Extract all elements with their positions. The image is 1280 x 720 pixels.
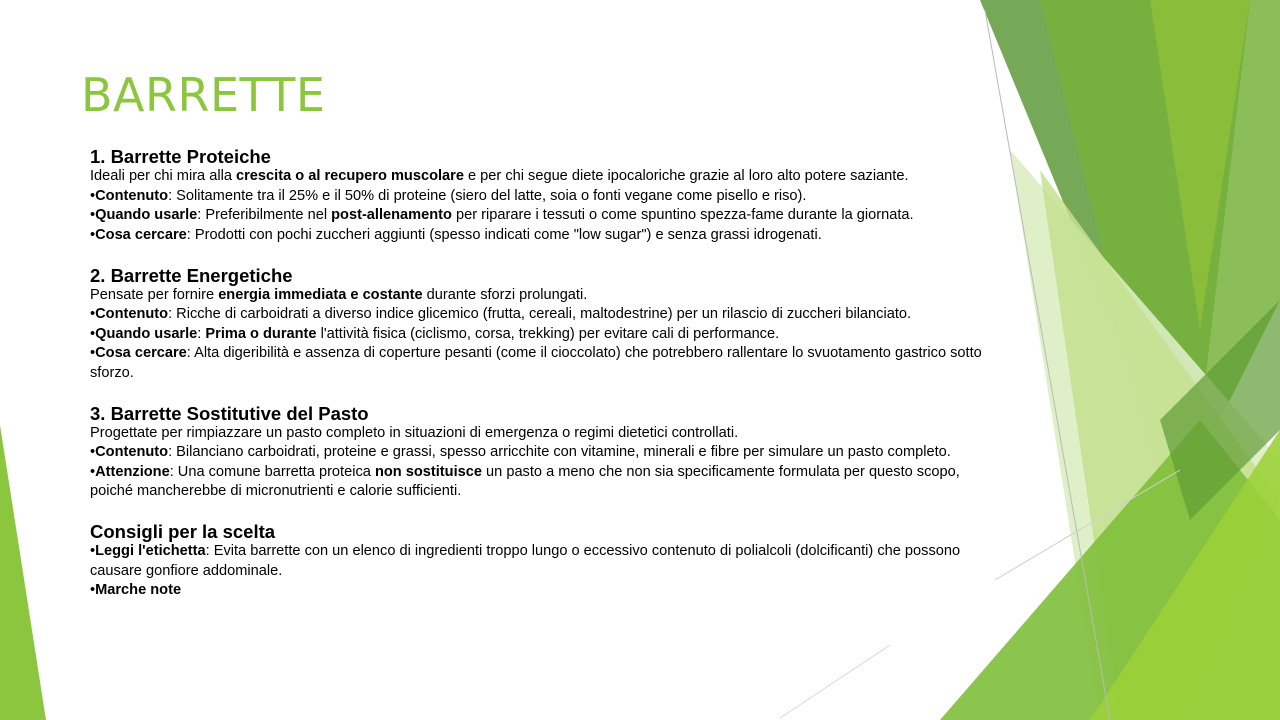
bold-text: Contenuto bbox=[95, 306, 169, 322]
slide-title: BARRETTE bbox=[81, 68, 326, 122]
text-run: • bbox=[90, 325, 96, 342]
bold-text: post-allenamento bbox=[331, 207, 452, 223]
body-line bbox=[90, 187, 1000, 207]
bold-text: Cosa cercare bbox=[95, 345, 187, 361]
thin-line-2 bbox=[780, 645, 890, 718]
body-line bbox=[90, 325, 1000, 345]
bold-text: non sostituisce bbox=[374, 463, 482, 480]
bold-text: Quando usarle bbox=[95, 325, 198, 342]
text-run: per riparare i tessuti o come spuntino spezza-fame durante la giornata. bbox=[451, 207, 914, 223]
section-heading: 1. Barrette Proteiche bbox=[90, 146, 271, 167]
bold-text: crescita o al recupero muscolare bbox=[236, 168, 464, 184]
text-run: : Solitamente tra il 25% e il 50% di proteine (siero del latte, soia o fonti vegane come pisello e riso). bbox=[168, 187, 807, 204]
section bbox=[90, 521, 1000, 601]
text-run: • bbox=[90, 306, 96, 322]
body-line bbox=[90, 167, 1000, 187]
body-line bbox=[90, 424, 1000, 444]
slide-body bbox=[90, 146, 1000, 620]
section bbox=[90, 146, 1000, 245]
bold-text: Cosa cercare bbox=[95, 226, 187, 243]
text-run: • bbox=[90, 226, 96, 243]
bold-text: Leggi l'etichetta bbox=[95, 543, 206, 559]
bold-text: energia immediata e costante bbox=[218, 286, 423, 303]
section-heading: 2. Barrette Energetiche bbox=[90, 264, 293, 286]
body-line bbox=[90, 463, 1000, 502]
text-run: • bbox=[90, 463, 96, 480]
bold-text: Contenuto bbox=[95, 187, 169, 204]
body-line bbox=[90, 206, 1000, 226]
bold-text: Marche note bbox=[95, 582, 182, 598]
text-run: : Alta digeribilità e assenza di coperture pesanti (come il cioccolato) che potrebbero rallentare lo svuotamento gastrico sotto sforzo. bbox=[90, 345, 982, 381]
text-run: • bbox=[90, 444, 96, 460]
section-heading: 3. Barrette Sostitutive del Pasto bbox=[90, 402, 369, 424]
body-line bbox=[90, 344, 1000, 383]
section-heading: Consigli per la scelta bbox=[90, 521, 276, 542]
bold-text: Prima o durante bbox=[205, 325, 317, 342]
text-run: : Ricche di carboidrati a diverso indice glicemico (frutta, cereali, maltodestrine) per un rilascio di zuccheri bilanciato. bbox=[168, 306, 912, 322]
text-run: : Bilanciano carboidrati, proteine e grassi, spesso arricchite con vitamine, minerali e fibre per simulare un pasto completo. bbox=[168, 444, 951, 460]
text-run: Progettate per rimpiazzare un pasto completo in situazioni di emergenza o regimi dietetici controllati. bbox=[90, 424, 739, 441]
left-green-sliver bbox=[0, 425, 46, 720]
text-run: : Preferibilmente nel bbox=[197, 207, 332, 223]
body-line bbox=[90, 286, 1000, 306]
section bbox=[90, 265, 1000, 384]
text-run: • bbox=[90, 345, 96, 361]
bold-text: Contenuto bbox=[95, 444, 169, 460]
text-run: un pasto a meno che non sia specificamente formulata per questo scopo, poiché mancherebbe di micronutrienti e calorie sufficienti. bbox=[90, 463, 960, 499]
text-run: Ideali per chi mira alla bbox=[90, 168, 237, 184]
body-line bbox=[90, 305, 1000, 325]
body-line bbox=[90, 443, 1000, 463]
bold-text: Quando usarle bbox=[95, 207, 198, 223]
text-run: • bbox=[90, 543, 96, 559]
text-run: Pensate per fornire bbox=[90, 286, 219, 303]
text-run: • bbox=[90, 207, 96, 223]
section bbox=[90, 403, 1000, 502]
bold-text: Attenzione bbox=[95, 463, 170, 480]
body-line bbox=[90, 581, 1000, 601]
text-run: • bbox=[90, 582, 96, 598]
text-run: durante sforzi prolungati. bbox=[422, 286, 588, 303]
body-line bbox=[90, 226, 1000, 246]
text-run: : Evita barrette con un elenco di ingredienti troppo lungo o eccessivo contenuto di polialcoli (dolcificanti) che possono causare gonfiore addominale. bbox=[90, 543, 961, 579]
body-line bbox=[90, 542, 1000, 581]
text-run: : Prodotti con pochi zuccheri aggiunti (spesso indicati come "low sugar") e senza grassi idrogenati. bbox=[186, 226, 822, 243]
text-run: • bbox=[90, 187, 96, 204]
text-run: : bbox=[197, 325, 206, 342]
text-run: : Una comune barretta proteica bbox=[169, 463, 375, 480]
text-run: e per chi segue diete ipocaloriche grazie al loro alto potere saziante. bbox=[463, 168, 909, 184]
text-run: l'attività fisica (ciclismo, corsa, trekking) per evitare cali di performance. bbox=[316, 325, 780, 342]
